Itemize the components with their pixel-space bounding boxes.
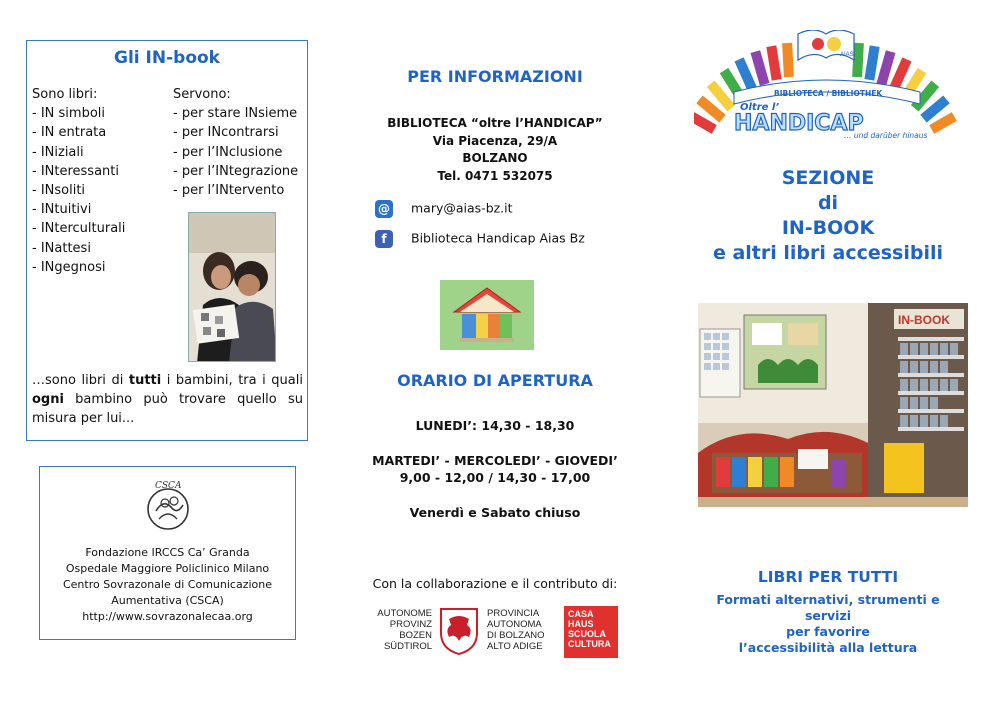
list-item: - INsoliti [32,183,86,199]
section-title-line: IN-BOOK [781,217,875,239]
list-item: Servono: [173,87,231,102]
csca-line: Fondazione IRCCS Ca’ Granda [85,546,250,559]
books-for-all-subtitle [700,592,956,656]
opening-hours-title: ORARIO DI APERTURA [397,371,593,390]
svg-text:AIAS: AIAS [840,52,854,58]
library-section-photo [698,303,968,507]
address-line: BIBLIOTECA “oltre l’HANDICAP” [387,116,603,130]
hours-monday: LUNEDI’: 14,30 - 18,30 [415,418,575,433]
list-item: - INiziali [32,144,84,160]
list-item: - INgegnosi [32,259,106,275]
list-item: - per l’INclusione [173,144,283,160]
email-icon: @ [375,200,393,218]
section-title-line: di [817,192,839,214]
csca-logo [141,479,195,533]
list-item: - INtuitivi [32,202,92,218]
phone-number: Tel. 0471 532075 [437,168,553,183]
book-house-icon [440,280,534,350]
province-logo-german-text: AUTONOME PROVINZ BOZEN SÜDTIROL [377,608,432,652]
list-item: - per INcontrarsi [173,125,279,141]
list-item: - INattesi [32,240,91,256]
csca-line: Ospedale Maggiore Policlinico Milano [65,562,270,575]
inbook-list-left [32,85,125,277]
hours-weekdays-times: 9,00 - 12,00 / 14,30 - 17,00 [399,470,591,485]
address-line: Via Piacenza, 29/A [432,133,558,148]
svg-text:BIBLIOTECA / BIBLIOTHEK: BIBLIOTECA / BIBLIOTHEK [774,89,883,98]
csca-box [39,466,296,640]
list-item: - per l’INtervento [173,183,285,199]
email-link[interactable]: mary@aias-bz.it [411,200,513,216]
facebook-icon: f [375,230,393,248]
list-item: - IN simboli [32,106,105,122]
library-address [365,115,625,185]
facebook-contact[interactable] [375,230,585,248]
svg-text:IN-BOOK: IN-BOOK [898,313,950,327]
collaboration-text: Con la collaborazione e il contributo di: [372,576,618,591]
svg-text:HANDICAP: HANDICAP [734,111,864,136]
province-shield-icon [439,607,479,655]
inbook-title: Gli IN-book [114,48,220,68]
hours-closed: Venerdì e Sabato chiuso [409,505,581,520]
section-title-line: e altri libri accessibili [712,242,944,264]
hours-weekdays-label: MARTEDI’ - MERCOLEDI’ - GIOVEDI’ [372,453,618,468]
info-title: PER INFORMAZIONI [407,67,583,86]
list-item: - INterculturali [32,221,126,237]
list-item: Sono libri: [32,87,98,102]
section-title [700,166,956,266]
casa-scuola-cultura-logo: CASA HAUS SCUOLA CULTURA [564,606,618,658]
list-item: - INteressanti [32,163,119,179]
list-item: - per stare INsieme [173,106,298,122]
facebook-link[interactable]: Biblioteca Handicap Aias Bz [411,230,585,246]
inbook-list-right [173,85,298,200]
children-reading-photo [188,212,276,362]
inbook-description: …sono libri di tutti i bambini, tra i quali ogni bambino può trovare quello su misura per lui... [32,373,303,426]
subtitle-line: l’accessibilità alla lettura [738,640,918,655]
svg-text:… und darüber hinaus: … und darüber hinaus [844,131,928,140]
subtitle-line: Formati alternativi, strumenti e servizi [716,592,940,623]
csca-website-link[interactable]: http://www.sovrazonalecaa.org [82,610,253,623]
address-line: BOLZANO [462,151,528,165]
books-for-all-title: LIBRI PER TUTTI [757,568,899,586]
province-logo-italian-text: PROVINCIA AUTONOMA DI BOLZANO ALTO ADIGE [487,608,545,652]
csca-line: Aumentativa (CSCA) [111,594,224,607]
list-item: - per l’INtegrazione [173,163,299,179]
inbook-info-box [26,40,308,441]
csca-line: Centro Sovrazonale di Comunicazione [62,578,272,591]
svg-text:CSCA: CSCA [155,481,182,491]
list-item: - IN entrata [32,125,107,141]
svg-text:Oltre l’: Oltre l’ [740,102,780,113]
section-title-line: SEZIONE [781,167,875,189]
csca-address [40,545,295,625]
subtitle-line: per favorire [786,624,870,639]
biblioteca-handicap-logo [694,30,960,142]
email-contact[interactable] [375,200,513,218]
